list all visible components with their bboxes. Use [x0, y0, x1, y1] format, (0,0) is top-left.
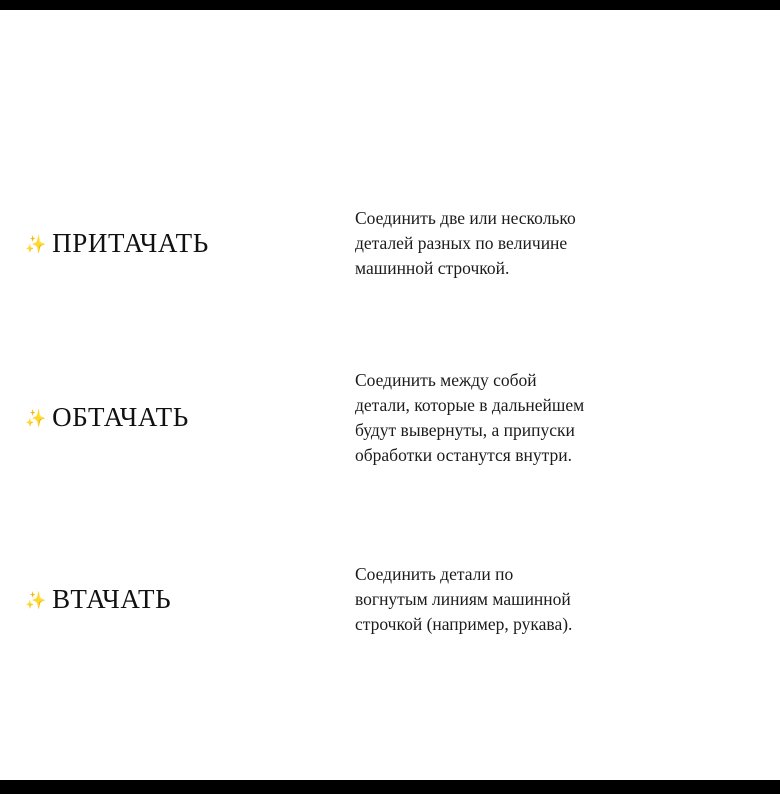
glossary-list	[0, 10, 780, 780]
term-group	[25, 368, 355, 433]
definition-text	[355, 368, 755, 467]
term-label: ОБТАЧАТЬ	[52, 402, 189, 432]
definition-line: Соединить две или несколько	[355, 208, 576, 228]
term-label: ВТАЧАТЬ	[52, 584, 172, 614]
definition-line: строчкой (например, рукава).	[355, 613, 573, 634]
definition-line: детали, которые в дальнейшем	[355, 394, 585, 415]
definition-line: будут вывернуты, а припуски	[355, 419, 575, 440]
list-item	[25, 368, 755, 467]
definition-line: вогнутым линиям машинной	[355, 588, 571, 609]
term-group	[25, 562, 355, 615]
sparkles-icon: ✨	[25, 591, 47, 610]
list-item	[25, 562, 755, 637]
definition-line: Соединить детали по	[355, 564, 514, 584]
definition-text	[355, 206, 755, 281]
definition-line: обработки останутся внутри.	[355, 444, 572, 465]
definition-line: Соединить между собой	[355, 370, 537, 390]
sparkles-icon: ✨	[25, 235, 47, 254]
definition-text	[355, 562, 755, 637]
definition-line: деталей разных по величине	[355, 232, 568, 253]
list-item	[25, 206, 755, 281]
term-group	[25, 206, 355, 259]
definition-line: машинной строчкой.	[355, 257, 510, 278]
sparkles-icon: ✨	[25, 409, 47, 428]
content-sheet	[0, 10, 780, 780]
term-label: ПРИТАЧАТЬ	[52, 228, 209, 258]
